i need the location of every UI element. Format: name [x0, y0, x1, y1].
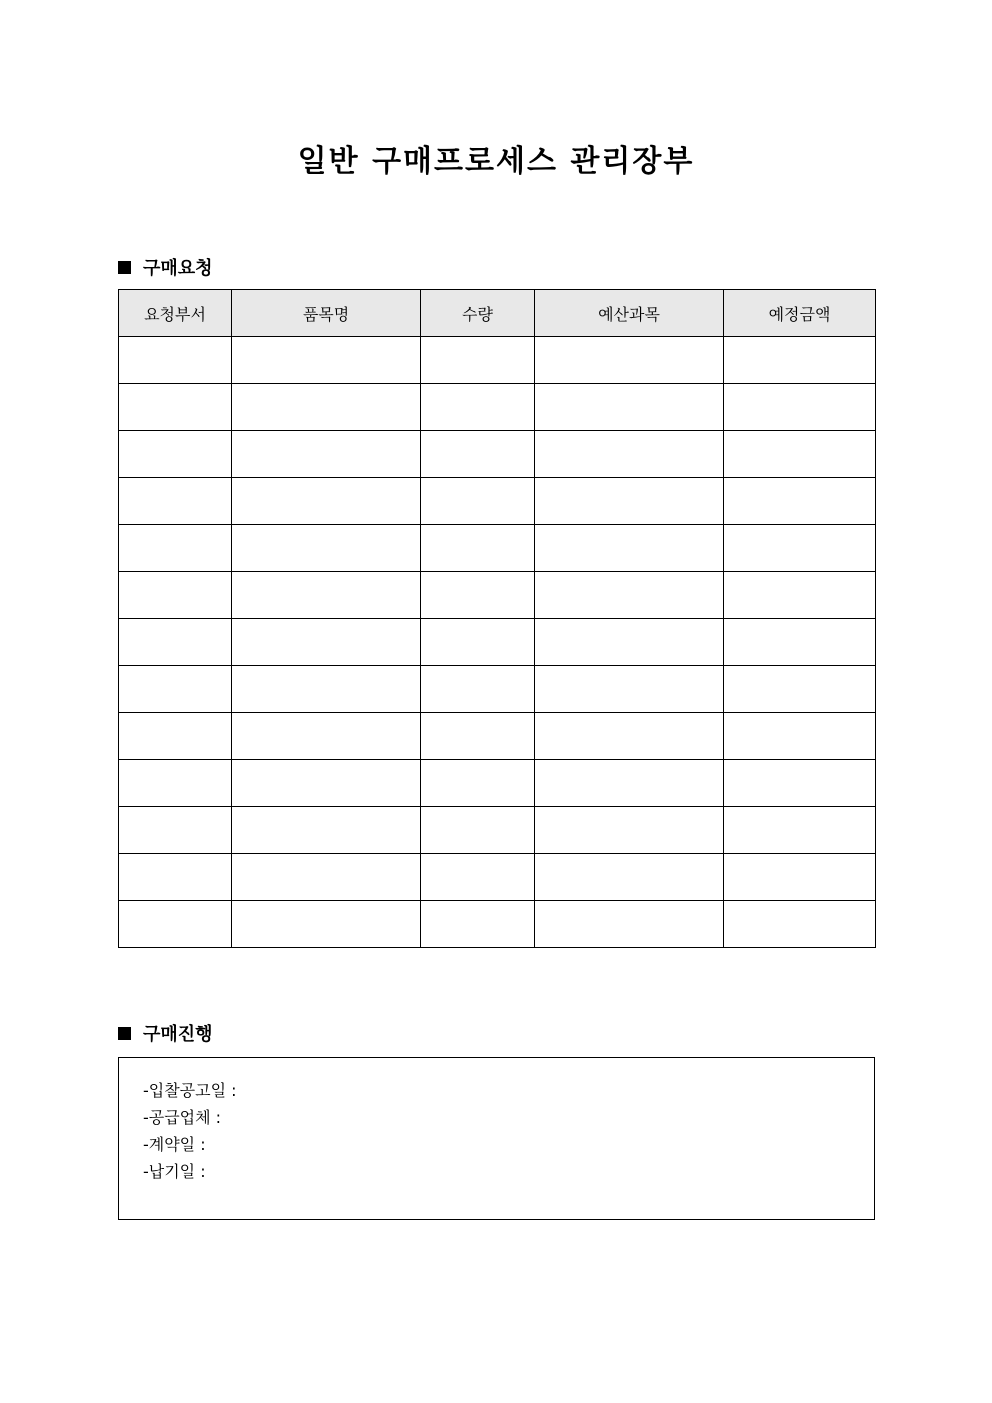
cell-estimated-amount[interactable]: [724, 713, 876, 760]
cell-item-name[interactable]: [232, 572, 421, 619]
cell-quantity[interactable]: [421, 807, 535, 854]
section-heading-request: [118, 254, 213, 280]
cell-budget-account[interactable]: [535, 807, 724, 854]
cell-quantity[interactable]: [421, 384, 535, 431]
cell-budget-account[interactable]: [535, 619, 724, 666]
cell-item-name[interactable]: [232, 337, 421, 384]
supplier-line: -공급업체 :: [143, 1108, 222, 1127]
cell-estimated-amount[interactable]: [724, 431, 876, 478]
cell-item-name[interactable]: [232, 478, 421, 525]
delivery-date-line: -납기일 :: [143, 1162, 206, 1181]
cell-quantity[interactable]: [421, 854, 535, 901]
cell-item-name[interactable]: [232, 901, 421, 948]
table-row: [119, 854, 876, 901]
cell-estimated-amount[interactable]: [724, 478, 876, 525]
table-row: [119, 901, 876, 948]
cell-quantity[interactable]: [421, 337, 535, 384]
cell-item-name[interactable]: [232, 384, 421, 431]
cell-department[interactable]: [119, 384, 232, 431]
cell-item-name[interactable]: [232, 854, 421, 901]
square-bullet-icon: [118, 1027, 131, 1040]
section-heading-text: 구매진행: [143, 1024, 213, 1045]
cell-estimated-amount[interactable]: [724, 760, 876, 807]
cell-estimated-amount[interactable]: [724, 666, 876, 713]
cell-quantity[interactable]: [421, 666, 535, 713]
cell-department[interactable]: [119, 666, 232, 713]
cell-budget-account[interactable]: [535, 431, 724, 478]
cell-budget-account[interactable]: [535, 854, 724, 901]
cell-department[interactable]: [119, 854, 232, 901]
page-title: 일반 구매프로세스 관리장부: [297, 144, 695, 179]
purchase-progress-box: [118, 1057, 875, 1220]
section-heading-progress: [118, 1020, 213, 1046]
cell-department[interactable]: [119, 478, 232, 525]
table-row: [119, 384, 876, 431]
cell-budget-account[interactable]: [535, 478, 724, 525]
cell-item-name[interactable]: [232, 525, 421, 572]
contract-date-line: -계약일 :: [143, 1135, 206, 1154]
cell-budget-account[interactable]: [535, 337, 724, 384]
cell-item-name[interactable]: [232, 713, 421, 760]
table-row: [119, 478, 876, 525]
cell-quantity[interactable]: [421, 760, 535, 807]
column-header-budget-account: 예산과목: [535, 290, 724, 337]
cell-item-name[interactable]: [232, 431, 421, 478]
cell-department[interactable]: [119, 337, 232, 384]
section-heading-text: 구매요청: [143, 258, 213, 279]
cell-quantity[interactable]: [421, 572, 535, 619]
cell-department[interactable]: [119, 760, 232, 807]
cell-quantity[interactable]: [421, 431, 535, 478]
column-header-item-name: 품목명: [232, 290, 421, 337]
table-row: [119, 760, 876, 807]
table-row: [119, 431, 876, 478]
table-row: [119, 619, 876, 666]
cell-estimated-amount[interactable]: [724, 384, 876, 431]
table-header-row: [119, 290, 876, 337]
cell-budget-account[interactable]: [535, 713, 724, 760]
cell-department[interactable]: [119, 619, 232, 666]
cell-quantity[interactable]: [421, 478, 535, 525]
cell-budget-account[interactable]: [535, 901, 724, 948]
purchase-request-table: [118, 289, 876, 948]
cell-estimated-amount[interactable]: [724, 901, 876, 948]
table-row: [119, 713, 876, 760]
table-row: [119, 337, 876, 384]
column-header-department: 요청부서: [119, 290, 232, 337]
cell-quantity[interactable]: [421, 901, 535, 948]
table-row: [119, 666, 876, 713]
cell-department[interactable]: [119, 713, 232, 760]
bid-notice-date-line: -입찰공고일 :: [143, 1081, 237, 1100]
column-header-quantity: 수량: [421, 290, 535, 337]
cell-quantity[interactable]: [421, 619, 535, 666]
cell-estimated-amount[interactable]: [724, 807, 876, 854]
cell-estimated-amount[interactable]: [724, 572, 876, 619]
cell-department[interactable]: [119, 807, 232, 854]
column-header-estimated-amount: 예정금액: [724, 290, 876, 337]
cell-budget-account[interactable]: [535, 760, 724, 807]
cell-quantity[interactable]: [421, 525, 535, 572]
cell-budget-account[interactable]: [535, 525, 724, 572]
cell-estimated-amount[interactable]: [724, 337, 876, 384]
cell-item-name[interactable]: [232, 807, 421, 854]
cell-budget-account[interactable]: [535, 572, 724, 619]
cell-estimated-amount[interactable]: [724, 854, 876, 901]
cell-estimated-amount[interactable]: [724, 525, 876, 572]
cell-budget-account[interactable]: [535, 666, 724, 713]
cell-estimated-amount[interactable]: [724, 619, 876, 666]
table-row: [119, 572, 876, 619]
cell-quantity[interactable]: [421, 713, 535, 760]
cell-department[interactable]: [119, 572, 232, 619]
cell-budget-account[interactable]: [535, 384, 724, 431]
cell-item-name[interactable]: [232, 666, 421, 713]
cell-department[interactable]: [119, 901, 232, 948]
table-row: [119, 807, 876, 854]
cell-department[interactable]: [119, 431, 232, 478]
cell-department[interactable]: [119, 525, 232, 572]
square-bullet-icon: [118, 261, 131, 274]
cell-item-name[interactable]: [232, 619, 421, 666]
cell-item-name[interactable]: [232, 760, 421, 807]
table-row: [119, 525, 876, 572]
